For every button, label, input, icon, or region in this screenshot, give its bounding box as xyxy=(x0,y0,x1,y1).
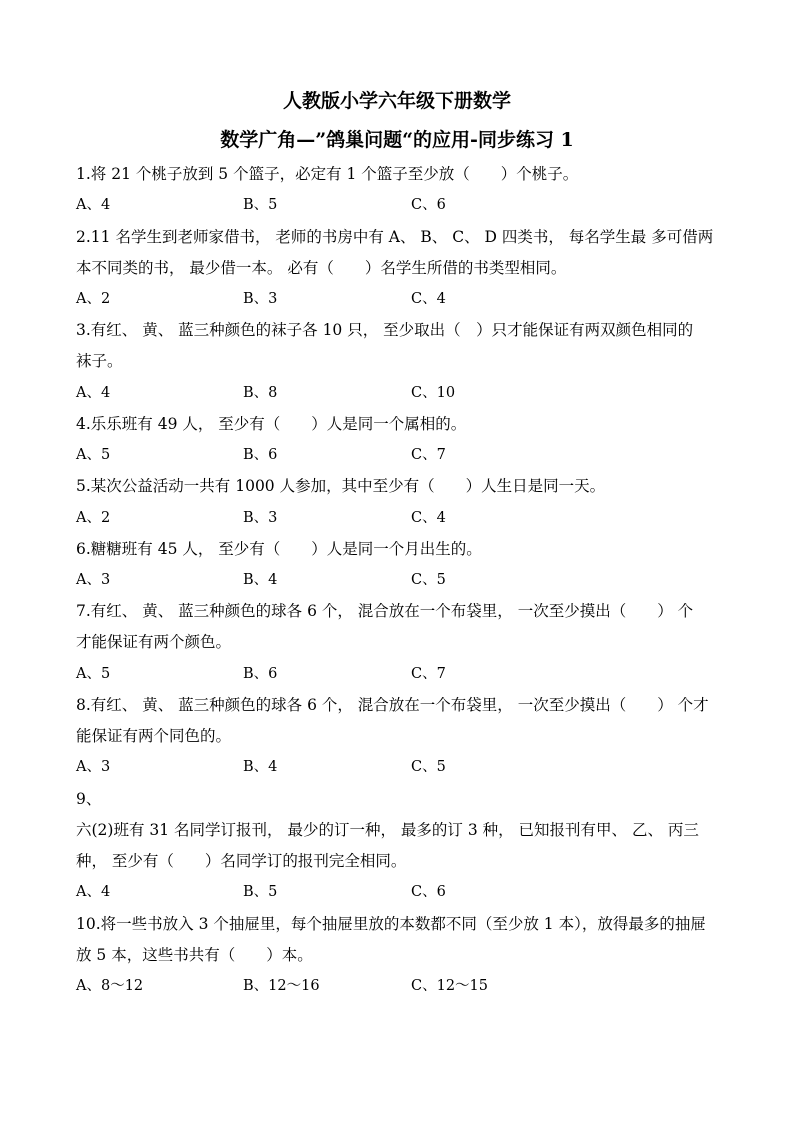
option-b: B、3 xyxy=(243,291,278,307)
option-c: C、4 xyxy=(411,510,446,526)
option-a: A、8～12 xyxy=(76,978,144,994)
question-1-options xyxy=(76,194,720,216)
option-c: C、7 xyxy=(411,666,446,682)
document-title: 人教版小学六年级下册数学 xyxy=(282,90,511,112)
option-b: B、8 xyxy=(243,385,278,401)
question-10-text: 10.将一些书放入 3 个抽屉里，每个抽屉里放的本数都不同（至少放 1 本），放得最多的抽屉 xyxy=(76,915,706,933)
question-8-options xyxy=(76,756,720,778)
question-6-text: 6.糖糖班有 45 人， 至少有（ ）人是同一个月出生的。 xyxy=(76,540,482,558)
question-2-text-cont: 本不同类的书， 最少借一本。 必有（ ）名学生所借的书类型相同。 xyxy=(76,259,567,277)
question-8-text: 8.有红、 黄、 蓝三种颜色的球各 6 个， 混合放在一个布袋里， 一次至少摸出（ ） 个才 xyxy=(76,696,709,714)
option-b: B、4 xyxy=(243,759,278,775)
option-a: A、4 xyxy=(76,197,111,213)
option-b: B、5 xyxy=(243,884,278,900)
question-9-text-cont: 种， 至少有（ ）名同学订的报刊完全相同。 xyxy=(76,852,407,870)
question-5-options xyxy=(76,507,720,529)
question-10-options xyxy=(76,975,720,997)
question-9-options xyxy=(76,881,720,903)
option-b: B、4 xyxy=(243,572,278,588)
question-7-options xyxy=(76,663,720,685)
option-b: B、6 xyxy=(243,666,278,682)
option-b: B、3 xyxy=(243,510,278,526)
question-3-text-cont: 袜子。 xyxy=(76,352,123,370)
option-c: C、10 xyxy=(411,385,456,401)
option-c: C、4 xyxy=(411,291,446,307)
option-a: A、2 xyxy=(76,291,111,307)
question-6-options xyxy=(76,569,720,591)
question-3-options xyxy=(76,382,720,404)
option-b: B、5 xyxy=(243,197,278,213)
option-a: A、5 xyxy=(76,447,111,463)
document-subtitle: 数学广角—”鸽巢问题“的应用-同步练习 1 xyxy=(220,129,574,151)
option-a: A、3 xyxy=(76,572,111,588)
option-a: A、3 xyxy=(76,759,111,775)
option-a: A、4 xyxy=(76,884,111,900)
question-2-options xyxy=(76,288,720,310)
question-10-text-cont: 放 5 本，这些书共有（ ）本。 xyxy=(76,946,313,964)
question-9-text: 六(2)班有 31 名同学订报刊， 最少的订一种， 最多的订 3 种， 已知报刊有甲、 乙、 丙三 xyxy=(76,821,699,839)
option-a: A、4 xyxy=(76,385,111,401)
option-c: C、6 xyxy=(411,884,446,900)
question-4-text: 4.乐乐班有 49 人， 至少有（ ）人是同一个属相的。 xyxy=(76,415,467,433)
option-a: A、5 xyxy=(76,666,111,682)
option-c: C、5 xyxy=(411,759,446,775)
option-c: C、5 xyxy=(411,572,446,588)
question-3-text: 3.有红、 黄、 蓝三种颜色的袜子各 10 只， 至少取出（ ）只才能保证有两双颜色相同的 xyxy=(76,321,694,339)
option-c: C、7 xyxy=(411,447,446,463)
option-b: B、12～16 xyxy=(243,978,320,994)
option-a: A、2 xyxy=(76,510,111,526)
option-b: B、6 xyxy=(243,447,278,463)
option-c: C、12～15 xyxy=(411,978,488,994)
question-1-text: 1.将 21 个桃子放到 5 个篮子，必定有 1 个篮子至少放（ ）个桃子。 xyxy=(76,165,579,183)
question-4-options xyxy=(76,444,720,466)
question-2-text: 2.11 名学生到老师家借书， 老师的书房中有 A、 B、 C、 D 四类书， 每名学生最 多可借两 xyxy=(76,228,714,246)
question-7-text: 7.有红、 黄、 蓝三种颜色的球各 6 个， 混合放在一个布袋里， 一次至少摸出（ ） 个 xyxy=(76,602,694,620)
question-9-number: 9、 xyxy=(76,790,102,808)
question-8-text-cont: 能保证有两个同色的。 xyxy=(76,727,232,745)
question-5-text: 5.某次公益活动一共有 1000 人参加，其中至少有（ ）人生日是同一天。 xyxy=(76,477,606,495)
question-7-text-cont: 才能保证有两个颜色。 xyxy=(76,633,232,651)
option-c: C、6 xyxy=(411,197,446,213)
